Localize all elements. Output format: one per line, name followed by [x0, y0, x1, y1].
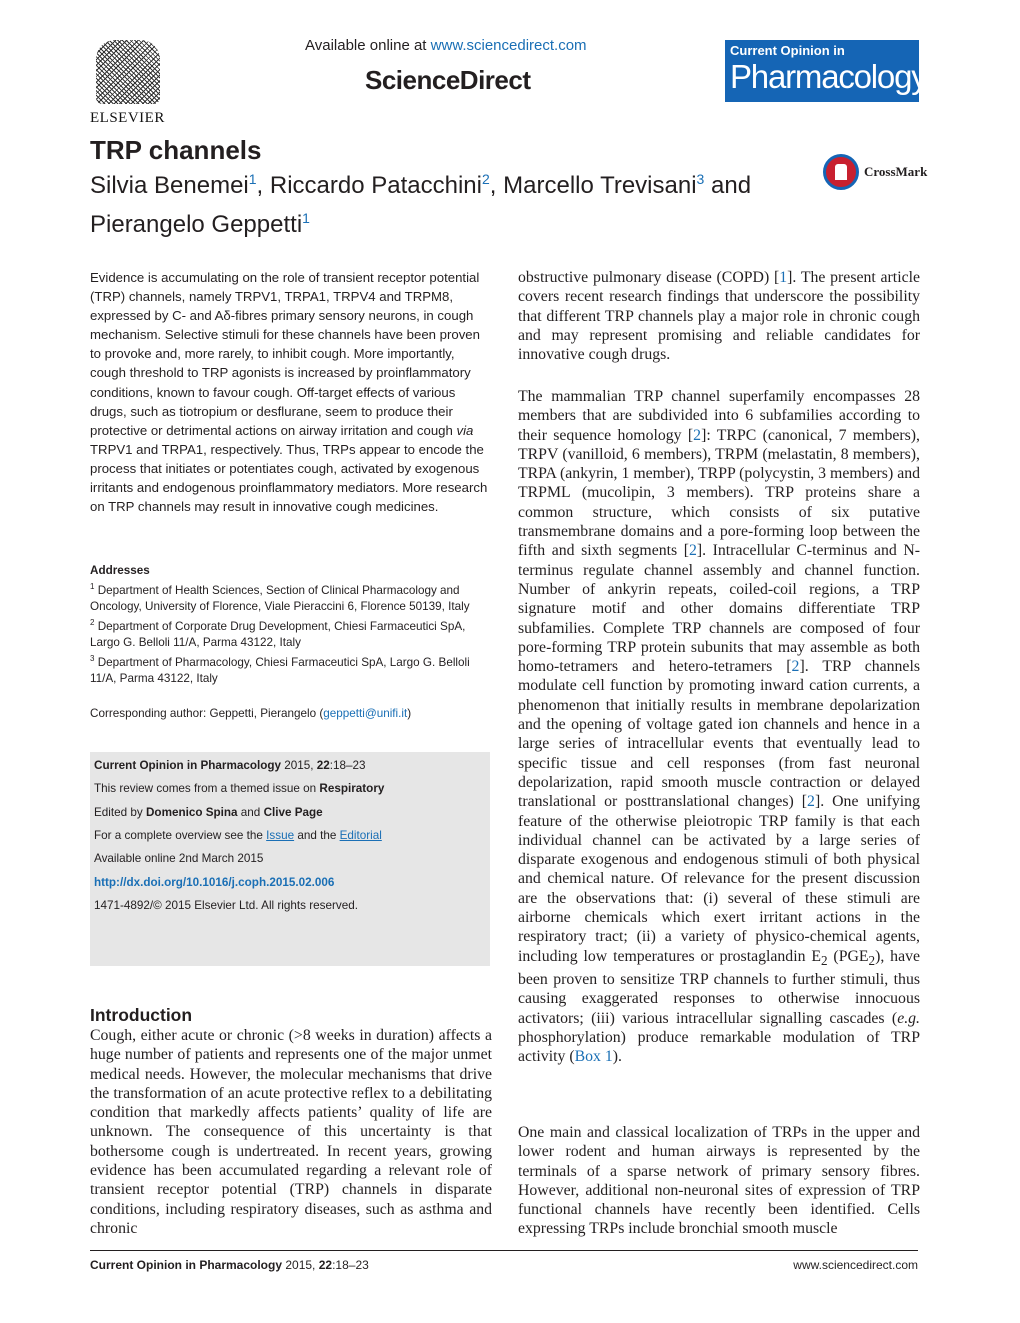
- author-name: Silvia Benemei: [90, 172, 249, 199]
- introduction-paragraph: Cough, either acute or chronic (>8 weeks in duration) affects a huge number of patients and represents one of the major unmet medical needs. However, the molecular mechanisms that drive the transformation of an acute protective reflex to a debilitating condition that markedly affects patients’ quality of life are unknown. The consequence of this uncertainty is that bothersome cough is undertreated. In recent years, growing evidence has been accumulated regarding a relevant role of transient receptor potential (TRP) channels in disparate conditions, including respiratory diseases, such as asthma and chronic: [90, 1027, 492, 1237]
- crossmark-badge[interactable]: [823, 154, 928, 192]
- address-number: 1: [90, 582, 95, 591]
- journal-logo-top-text: Current Opinion in: [730, 43, 845, 58]
- corresponding-author: [90, 706, 492, 722]
- article-title: TRP channels: [90, 135, 262, 165]
- footer-year: 2015,: [282, 1258, 319, 1272]
- info-edited-prefix: Edited by: [94, 806, 146, 819]
- info-overview-prefix: For a complete overview see the: [94, 829, 267, 842]
- info-journal: Current Opinion in Pharmacology: [94, 759, 282, 772]
- abstract-text-1: Evidence is accumulating on the role of transient receptor potential (TRP) channels, namely TRPV1, TRPA1, TRPV4 and TRPM8, expressed by C- and Aδ-fibres primary sensory neurons, in cough mechanism. Selective stimuli for these channels have been proven to provoke and, more rarely, to inhibit cough. More importantly, cough threshold to TRP agonists is increased by proinflammatory conditions, known to favour cough. Off-target effects of various drugs, such as tiotropium or desflurane, seem to produce their protective or detrimental actions on airway irritation and cough: [90, 270, 480, 438]
- crossmark-label: CrossMark: [864, 164, 928, 179]
- reference-link[interactable]: 1: [779, 269, 788, 286]
- journal-logo-main-text: Pharmacology: [730, 58, 927, 95]
- author-name: Marcello Trevisani: [503, 172, 697, 199]
- abstract-via: via: [456, 422, 474, 438]
- info-pages: :18–23: [329, 759, 366, 772]
- journal-logo: [725, 40, 927, 102]
- available-online-line: [305, 37, 587, 54]
- footer-pages: :18–23: [332, 1258, 369, 1272]
- info-themed-topic: Respiratory: [319, 782, 385, 795]
- subscript: 2: [868, 952, 876, 968]
- address-number: 2: [90, 617, 95, 627]
- body-text: phosphorylation) produce remarkable modulation of TRP activity (: [518, 1028, 920, 1066]
- address-text: Department of Pharmacology, Chiesi Farmaceutici SpA, Largo G. Belloli 11/A, Parma 43122, Italy: [90, 655, 470, 685]
- introduction-heading: Introduction: [90, 1005, 193, 1025]
- abstract-text-2: TRPV1 and TRPA1, respectively. Thus, TRPs appear to encode the process that initiates or potentiates cough, activated by exogenous irritants and endogenous proinflammatory mediators. More research on TRP channels may result in innovative cough medicines.: [90, 441, 488, 515]
- author-affiliation-ref[interactable]: 3: [696, 171, 705, 187]
- author-affiliation-ref[interactable]: 1: [248, 171, 257, 187]
- reference-link[interactable]: 2: [693, 426, 702, 444]
- info-volume: 22: [316, 759, 330, 772]
- crossmark-icon: [823, 154, 859, 190]
- body-text: ]. TRP channels modulate cell function by promoting inward cation currents, a phenomenon that initially results in membrane depolarization and the opening of voltage gated ion channels and hence in a large series of intracellular events that eventually lead to specific tissue and cell responses (from fast neuronal depolarization, rapid smooth muscle contraction or delayed translational or posttranslational changes) [: [518, 658, 920, 811]
- sciencedirect-brand: ScienceDirect: [365, 65, 531, 95]
- info-available-date: Available online 2nd March 2015: [94, 852, 264, 865]
- reference-link[interactable]: 2: [807, 793, 815, 811]
- author-affiliation-ref[interactable]: 1: [302, 210, 310, 226]
- author-separator: ,: [489, 172, 504, 199]
- box-link[interactable]: Box 1: [574, 1048, 613, 1066]
- body-text: (PGE: [827, 947, 869, 965]
- address-text: Department of Health Sciences, Section of Clinical Pharmacology and Oncology, University of Florence, Viale Pieraccini 6, Florence 50139, Italy: [90, 583, 470, 613]
- corresponding-email-link[interactable]: geppetti@unifi.it: [323, 707, 408, 720]
- address-item: [90, 615, 492, 651]
- body-text: ]. The present article covers recent research findings that underscore the possibility that different TRP channels play a major role in chronic cough and may represent promising and reliable candidates for innovative cough drugs.: [518, 269, 920, 364]
- footer-journal: Current Opinion in Pharmacology: [90, 1258, 283, 1272]
- body-paragraph: [518, 268, 920, 364]
- author-name: Pierangelo Geppetti: [90, 211, 303, 238]
- footer-citation: [90, 1258, 369, 1272]
- info-themed-prefix: This review comes from a themed issue on: [94, 782, 320, 795]
- sciencedirect-url-link[interactable]: www.sciencedirect.com: [430, 37, 587, 54]
- info-copyright: 1471-4892/© 2015 Elsevier Ltd. All rights reserved.: [94, 899, 358, 912]
- info-citation: [94, 759, 366, 772]
- info-editor: Clive Page: [263, 806, 323, 819]
- reference-link[interactable]: 2: [791, 658, 800, 676]
- footer-url[interactable]: www.sciencedirect.com: [793, 1258, 918, 1272]
- corresponding-suffix: ): [407, 707, 412, 720]
- doi-link[interactable]: http://dx.doi.org/10.1016/j.coph.2015.02.006: [94, 876, 335, 889]
- editorial-link[interactable]: Editorial: [339, 829, 382, 842]
- info-overview-and: and the: [294, 829, 340, 842]
- author-separator: ,: [256, 172, 270, 199]
- subscript: 2: [821, 952, 828, 968]
- author-name: Riccardo Patacchini: [269, 172, 482, 199]
- author-list: [90, 163, 810, 241]
- info-edited-and: and: [237, 806, 264, 819]
- corresponding-prefix: Corresponding author: Geppetti, Pierangelo (: [90, 707, 324, 720]
- body-text: The mammalian TRP channel superfamily encompasses 28 members that are subdivided into 6 subfamilies according to their sequence homology [: [518, 388, 920, 444]
- address-text: Department of Corporate Drug Development, Chiesi Farmaceutici SpA, Largo G. Belloli 11/A, Parma 43122, Italy: [90, 619, 466, 649]
- elsevier-logo: [90, 40, 168, 128]
- abstract: [90, 268, 492, 516]
- body-text: ]. Intracellular C-terminus and N-terminus regulate channel assembly and channel function. Number of ankyrin repeats, coiled-coil regions, a TRP signature motif and other domains differentiate TRP subfamilies. Complete TRP channels are composed of four pore-forming TRP protein subunits that may assemble as both homo-tetramers and hetero-tetramers [: [518, 542, 920, 676]
- info-editor: Domenico Spina: [145, 806, 238, 819]
- article-info-box: [90, 752, 490, 966]
- body-italic: e.g.: [897, 1009, 920, 1027]
- address-number: 3: [90, 653, 95, 663]
- body-paragraph: [518, 387, 920, 1067]
- address-item: [90, 579, 492, 615]
- author-affiliation-ref[interactable]: 2: [482, 171, 490, 187]
- body-paragraph: One main and classical localization of TRPs in the upper and lower rodent and human airways is represented by the terminals of a sparse network of primary sensory fibres. However, additional non-neuronal sites of expression of TRP functional channels have recently been identified. Cells expressing TRPs include bronchial smooth muscle: [518, 1124, 920, 1238]
- elsevier-wordmark: ELSEVIER: [90, 110, 165, 126]
- addresses-section: [90, 563, 492, 687]
- issue-link[interactable]: Issue: [266, 829, 295, 842]
- info-year: 2015,: [281, 759, 317, 772]
- available-online-prefix: Available online at: [305, 37, 431, 54]
- addresses-heading: Addresses: [90, 564, 150, 577]
- body-text: ).: [612, 1048, 622, 1066]
- info-themed-issue: [94, 782, 384, 795]
- body-text: obstructive pulmonary disease (COPD) [: [518, 269, 780, 286]
- info-editors: [94, 806, 323, 819]
- body-text: ), have been proven to sensitize TRP channels to further stimuli, thus causing exaggerated responses to otherwise innocuous activators; (iii) various intracellular signalling cascades (: [518, 947, 921, 1027]
- elsevier-tree-icon: [96, 40, 160, 104]
- address-item: [90, 651, 492, 687]
- reference-link[interactable]: 2: [688, 542, 697, 560]
- body-text: ]. One unifying feature of the otherwise pleiotropic TRP family is that each individual channel can be activated by a large series of disparate exogenous and endogenous stimuli of both physical and chemical nature. Of relevance for the present discussion are the observations that: (i) several of these stimuli are airborne chemicals which exert irritant actions in the respiratory tract; (ii) a variety of physico-chemical agents, including low temperatures or prostaglandin E: [518, 793, 920, 965]
- footer-volume: 22: [318, 1258, 333, 1272]
- footer-divider: [90, 1250, 918, 1251]
- info-overview: [94, 829, 382, 842]
- body-text: ]: TRPC (canonical, 7 members), TRPV (vanilloid, 6 members), TRPM (melastatin, 8 members), TRPA (ankyrin, 1 member), TRPP (polycystin, 3 members) and TRPML (mucolipin, 3 members). TRP proteins share a common structure, which consists of six putative transmembrane domains and a pore-forming loop between the fifth and sixth segments [: [518, 426, 920, 560]
- author-separator: and: [704, 172, 752, 199]
